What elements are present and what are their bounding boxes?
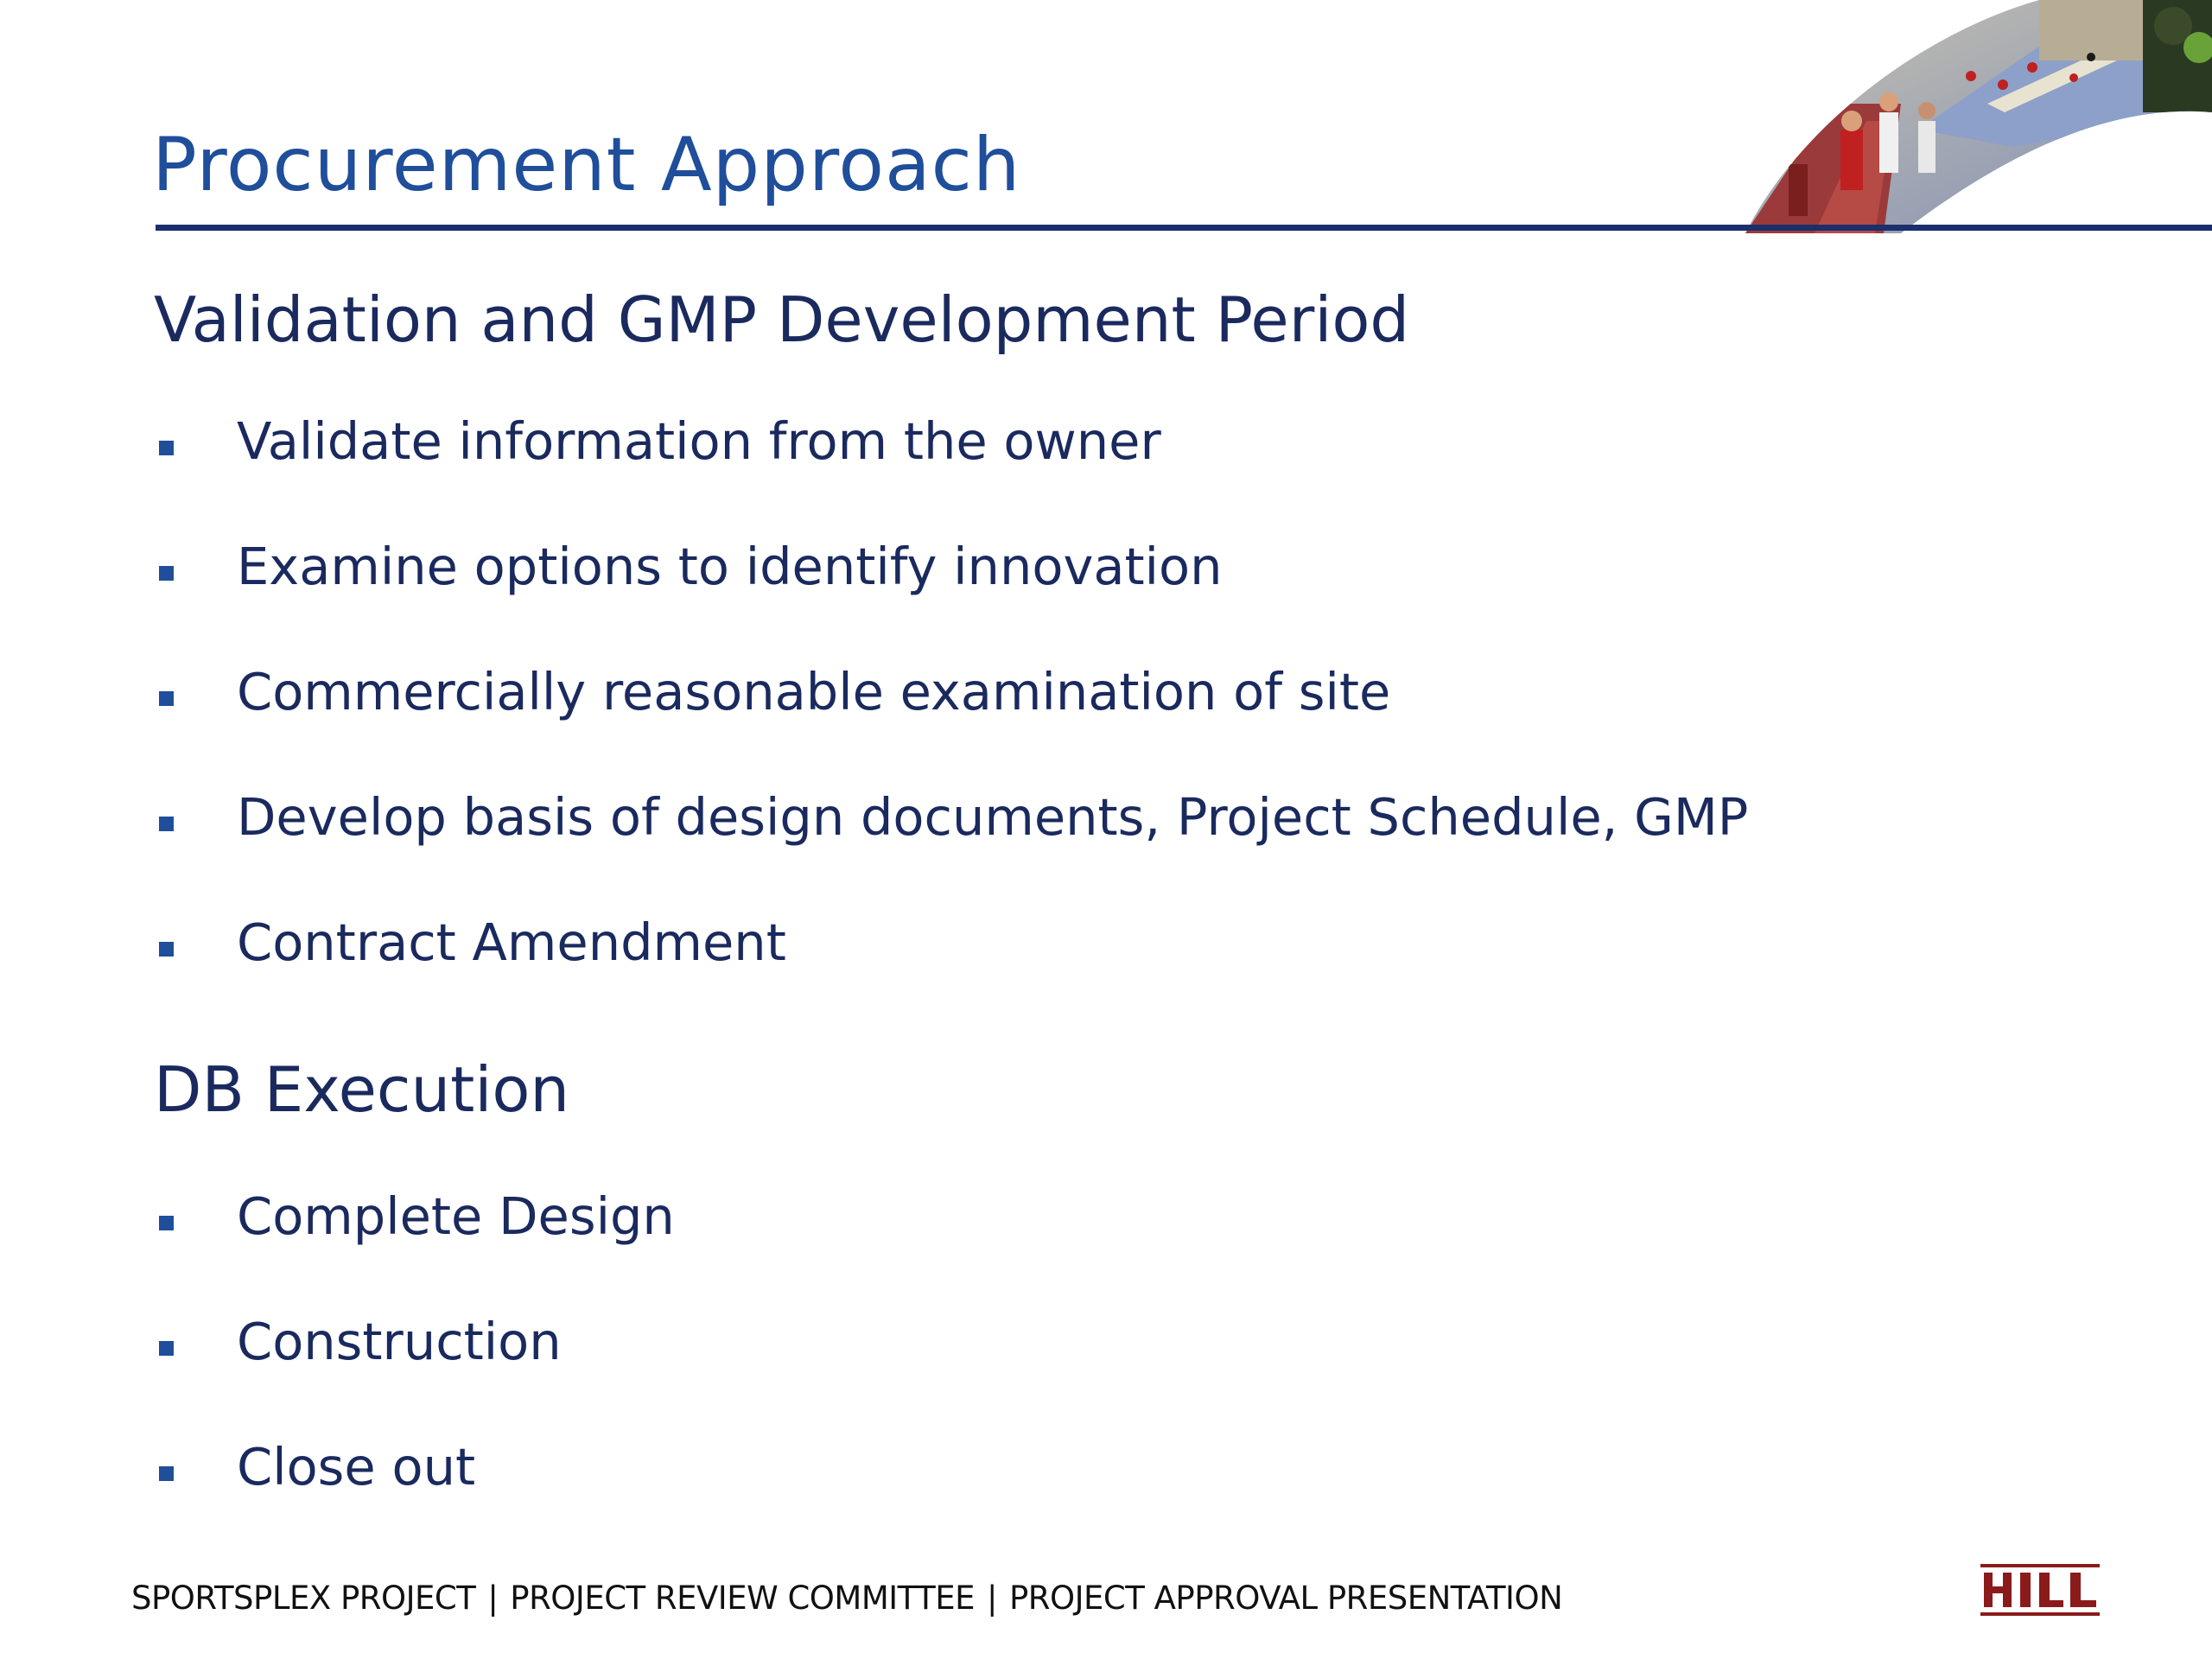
footer-committee: PROJECT REVIEW COMMITTEE bbox=[510, 1580, 975, 1617]
slide-title: Procurement Approach bbox=[152, 122, 1021, 208]
bullet-text: Contract Amendment bbox=[237, 912, 786, 972]
square-bullet-icon bbox=[159, 1341, 174, 1356]
footer-presentation: PROJECT APPROVAL PRESENTATION bbox=[1008, 1580, 1563, 1617]
hill-logo bbox=[1980, 1562, 2100, 1618]
square-bullet-icon bbox=[159, 566, 174, 581]
bullet-text: Close out bbox=[237, 1437, 476, 1497]
bullet-text: Complete Design bbox=[237, 1186, 675, 1246]
bullet-text: Develop basis of design documents, Project Schedule, GMP bbox=[237, 787, 1749, 847]
square-bullet-icon bbox=[159, 1466, 174, 1481]
bullet-text: Construction bbox=[237, 1312, 562, 1371]
section-heading-validation: Validation and GMP Development Period bbox=[154, 283, 1410, 356]
bullet-text: Validate information from the owner bbox=[237, 411, 1161, 471]
footer-separator: | bbox=[487, 1580, 499, 1617]
section-heading-db-execution: DB Execution bbox=[154, 1053, 570, 1126]
footer bbox=[131, 1580, 1562, 1617]
bullet-text: Examine options to identify innovation bbox=[237, 537, 1223, 596]
square-bullet-icon bbox=[159, 441, 174, 455]
title-divider bbox=[156, 225, 2212, 231]
bullet-text: Commercially reasonable examination of site bbox=[237, 662, 1391, 721]
square-bullet-icon bbox=[159, 1216, 174, 1230]
footer-project: SPORTSPLEX PROJECT bbox=[131, 1580, 476, 1617]
square-bullet-icon bbox=[159, 817, 174, 831]
square-bullet-icon bbox=[159, 691, 174, 706]
footer-separator: | bbox=[986, 1580, 997, 1617]
square-bullet-icon bbox=[159, 942, 174, 957]
